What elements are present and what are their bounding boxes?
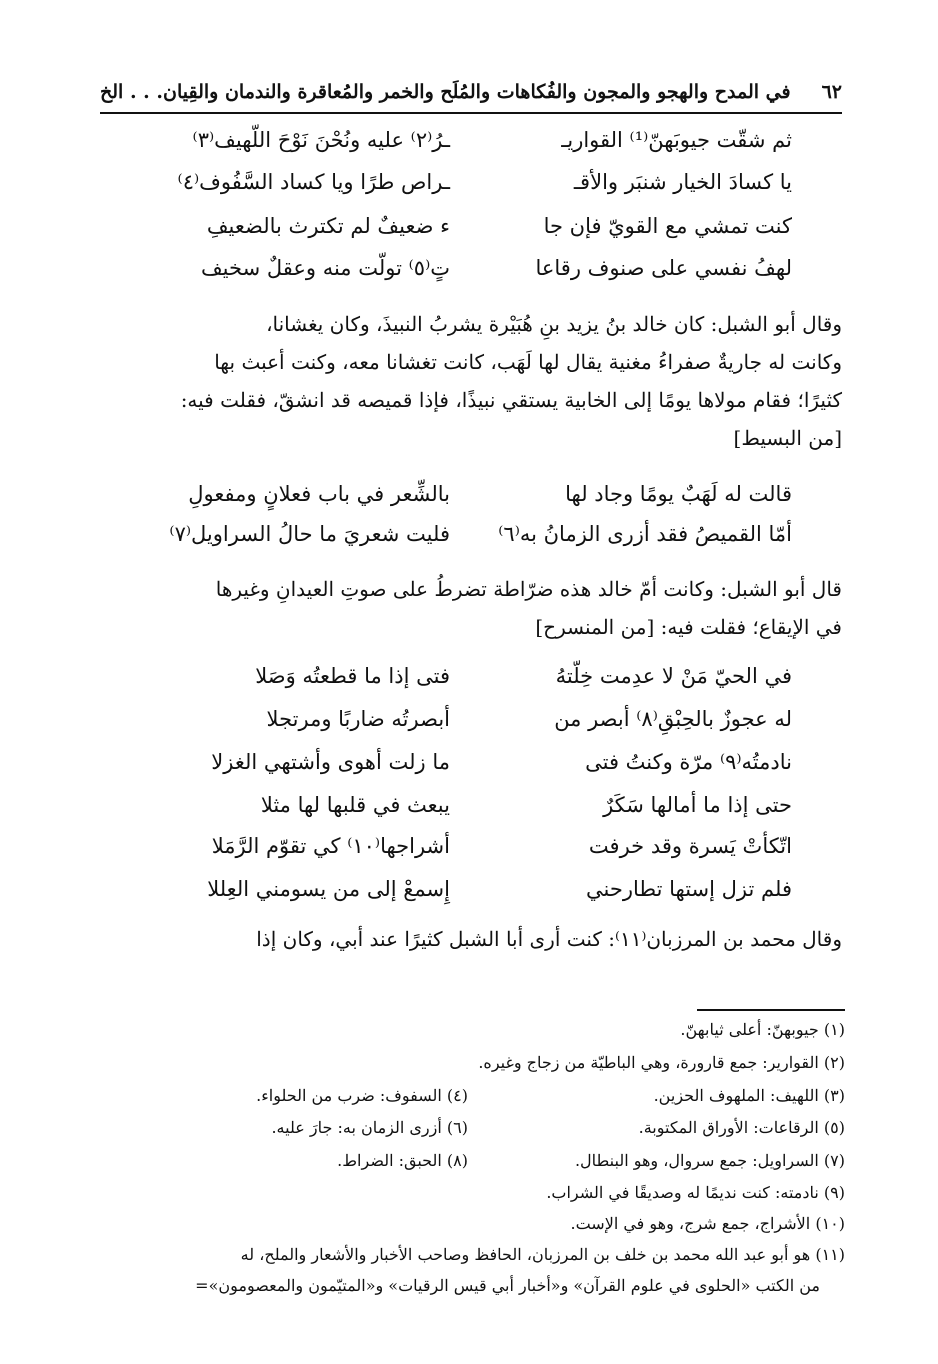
- verse-line: [0, 124, 938, 168]
- verse-line: [0, 166, 938, 210]
- prose-line: وقال محمد بن المرزبان⁽١١⁾: كنت أرى أبا الشبل كثيرًا عند أبي، وكان إذا: [256, 927, 842, 951]
- verse-second-hemistich: أبصرتُه ضاربًا ومرتجلا: [266, 707, 450, 731]
- prose-paragraph: [104, 570, 842, 646]
- footnote-continuation: من الكتب «الحلوى في علوم القرآن» و«أخبار أبي قيس الرقيات» و«المتيّمون والمعصومون»=: [195, 1276, 820, 1295]
- verse-second-hemistich: تٍ⁽٥⁾ تولّت منه وعقلٌ سخيف: [200, 256, 450, 280]
- verse-second-hemistich: إِسمعْ إلى من يسومني العِللا: [207, 877, 450, 901]
- prose-line: وكانت له جاريةٌ صفراءُ مغنية يقال لها لَهَب، كانت تغشانا معه، وكنت أعبث بها: [214, 350, 842, 374]
- verse-first-hemistich: نادمتُه⁽٩⁾ مرّة وكنتُ فتى: [585, 750, 792, 774]
- prose-line: وقال أبو الشبل: كان خالد بنُ يزيد بنِ هُبَيْرة يشربُ النبيذَ، وكان يغشانا،: [266, 312, 842, 336]
- footnote: (١٠) الأشراج، جمع شرج، وهو في الإست.: [570, 1214, 845, 1233]
- verse-line: [0, 746, 938, 790]
- verse-first-hemistich: فلم تزل إستها تطارحني: [586, 877, 792, 901]
- verse-first-hemistich: اتّكأتْ يَسرة وقد خرفت: [588, 834, 792, 858]
- verse-second-hemistich: أشراجها⁽١٠⁾ كي تقوّم الرَّمَلا: [211, 834, 450, 858]
- verse-second-hemistich: بالشِّعر في باب فعلانٍ ومفعولِ: [188, 482, 450, 506]
- footnote: (١) جيوبهنّ: أعلى ثيابهنّ.: [680, 1020, 845, 1039]
- verse-line: [0, 830, 938, 874]
- verse-line: [0, 518, 938, 562]
- verse-first-hemistich: يا كسادَ الخيار شنبَر والأقـ: [573, 170, 792, 194]
- prose-line: كثيرًا؛ فقام مولاها يومًا إلى الخابية يستقي نبيذًا، فإذا قميصه قد انشقّ، فقلت فيه:: [180, 388, 842, 412]
- footnote: (٥) الرقاعات: الأوراق المكتوبة.: [638, 1118, 845, 1137]
- running-header: [100, 74, 842, 110]
- verse-line: [0, 478, 938, 522]
- footnote: (٣) اللهيف: الملهوف الحزين.: [653, 1086, 845, 1105]
- verse-second-hemistich: ـراص طرًا ويا كساد السَّفُوف⁽٤⁾: [177, 170, 450, 194]
- verse-second-hemistich: فتى إذا ما قطعتُه وَصَلا: [255, 664, 450, 688]
- verse-line: [0, 873, 938, 917]
- verse-line: [0, 789, 938, 833]
- verse-first-hemistich: كنت تمشي مع القويّ فإن جا: [543, 214, 792, 238]
- footnote: (٩) نادمته: كنت نديمًا له وصديقًا في الشراب.: [546, 1183, 845, 1202]
- verse-line: [0, 210, 938, 254]
- verse-first-hemistich: ثم شقّت جيوبَهنّ⁽¹⁾ القواريـ: [561, 128, 792, 152]
- verse-first-hemistich: أمّا القميصُ فقد أزرى الزمانُ به⁽٦⁾: [498, 522, 792, 546]
- footnote: (٧) السراويل: جمع سروال، وهو البنطال.: [574, 1151, 845, 1170]
- running-title: في المدح والهجو والمجون والفُكاهات والمُلَح والخمر والمُعاقرة والندمان والقِيان. . . الخ: [100, 81, 791, 103]
- footnote: (١١) هو أبو عبد الله محمد بن خلف بن المرزبان، الحافظ وصاحب الأخبار والأشعار والملح، له: [240, 1245, 845, 1264]
- footnote: (٢) القوارير: جمع قارورة، وهي الباطيّة من زجاج وغيره.: [478, 1053, 845, 1072]
- verse-first-hemistich: في الحيّ مَنْ لا عدِمت خِلّتهُ: [555, 664, 792, 688]
- page-number: ٦٢: [821, 81, 842, 103]
- verse-first-hemistich: له عجوزٌ بالحِبْقِ⁽٨⁾ أبصر من: [554, 707, 792, 731]
- prose-line: في الإيقاع؛ فقلت فيه: [من المنسرح]: [535, 615, 842, 639]
- verse-second-hemistich: يبعث في قلبها لها مثلا: [260, 793, 450, 817]
- verse-first-hemistich: لهفُ نفسي على صنوف رقاعا: [535, 256, 792, 280]
- footnote: (٦) أزرى الزمان به: جارَ عليه.: [271, 1118, 468, 1137]
- header-rule: [100, 112, 842, 114]
- verse-second-hemistich: ـرُ⁽٢⁾ عليه ونُحْنَ نَوْحَ اللّهيف⁽٣⁾: [192, 128, 450, 152]
- verse-line: [0, 660, 938, 704]
- verse-first-hemistich: قالت له لَهَبٌ يومًا وجاد لها: [565, 482, 792, 506]
- verse-second-hemistich: ما زلت أهوى وأشتهي الغزلا: [211, 750, 450, 774]
- prose-paragraph: [104, 920, 842, 958]
- verse-second-hemistich: ء ضعيفٌ لم تكترث بالضعيفِ: [206, 214, 450, 238]
- prose-line: قال أبو الشبل: وكانت أمّ خالد هذه ضرّاطة تضرطُ على صوتِ العيدانِ وغيرها: [215, 577, 842, 601]
- verse-first-hemistich: حتى إذا ما أمالها سَكَرٌ: [603, 793, 792, 817]
- footnote-separator: [697, 1009, 845, 1011]
- verse-line: [0, 703, 938, 747]
- verse-second-hemistich: فليت شعريَ ما حالُ السراويل⁽٧⁾: [169, 522, 450, 546]
- footnote: (٨) الحبق: الضراط.: [337, 1151, 468, 1170]
- meter-label: [من البسيط]: [733, 426, 842, 450]
- footnote: (٤) السفوف: ضرب من الحلواء.: [256, 1086, 468, 1105]
- verse-line: [0, 252, 938, 296]
- prose-paragraph: [104, 305, 842, 457]
